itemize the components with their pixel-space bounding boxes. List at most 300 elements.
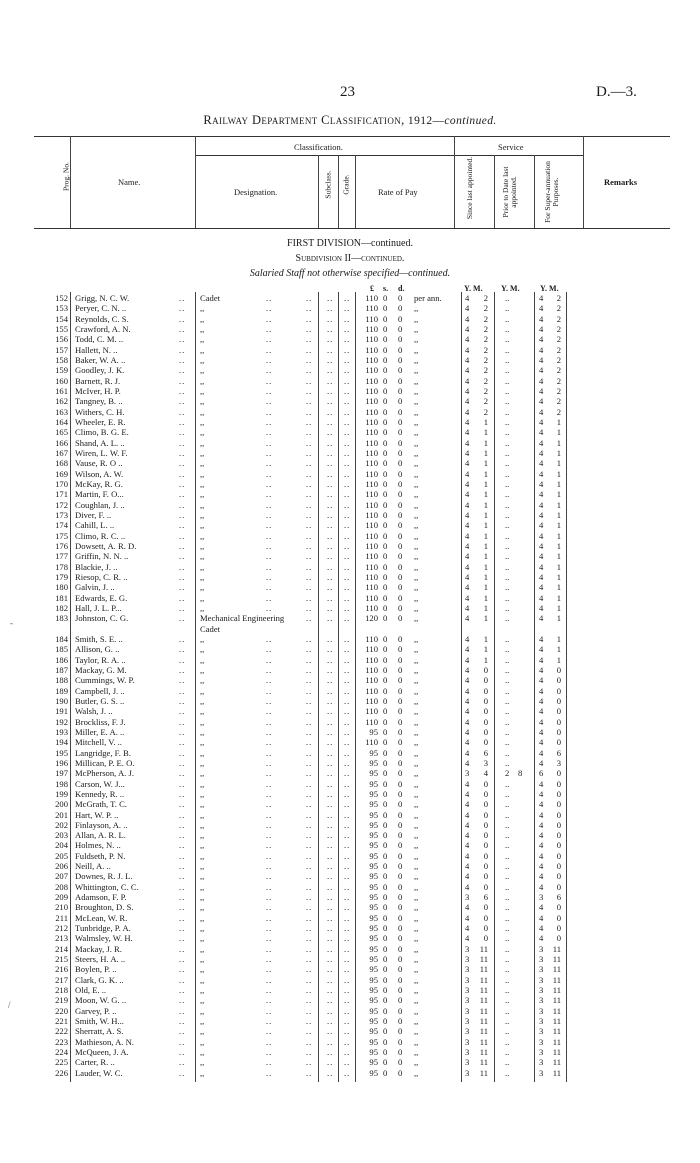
leader-dots: ..: [179, 892, 186, 903]
leader-dots: ..: [179, 871, 186, 882]
row-prior-years: ..: [505, 489, 510, 500]
row-prior-years: ..: [505, 468, 510, 479]
row-designation: ,,: [200, 788, 205, 799]
row-period: ,,: [414, 1005, 419, 1016]
row-pence: 0: [398, 995, 403, 1006]
row-pence: 0: [398, 344, 403, 355]
row-period: ,,: [414, 458, 419, 469]
row-since-years: 4: [465, 778, 470, 789]
leader-dots: ..: [327, 964, 334, 975]
row-shillings: 0: [383, 830, 388, 841]
leader-dots: ..: [179, 644, 186, 655]
leader-dots: ..: [266, 571, 273, 582]
table-row: [0, 789, 700, 799]
row-super-years: 4: [539, 664, 544, 675]
row-since-months: 11: [479, 964, 488, 975]
row-shillings: 0: [383, 995, 388, 1006]
row-super-years: 4: [539, 303, 544, 314]
row-number: 165: [55, 427, 68, 438]
row-pounds: 110: [365, 675, 378, 686]
leader-dots: ..: [344, 437, 351, 448]
row-since-months: 0: [483, 881, 488, 892]
row-number: 157: [55, 344, 68, 355]
leader-dots: ..: [344, 1036, 351, 1047]
row-prior-years: ..: [505, 840, 510, 851]
leader-dots: ..: [306, 323, 313, 334]
row-since-months: 0: [483, 933, 488, 944]
leader-dots: ..: [344, 799, 351, 810]
leader-dots: ..: [306, 644, 313, 655]
row-super-years: 4: [539, 520, 544, 531]
row-period: ,,: [414, 664, 419, 675]
row-pence: 0: [398, 499, 403, 510]
row-number: 212: [55, 923, 68, 934]
header-service: Service: [498, 142, 524, 152]
row-since-months: 0: [483, 716, 488, 727]
leader-dots: ..: [306, 654, 313, 665]
leader-dots: ..: [344, 716, 351, 727]
row-name: Carson, W. J...: [75, 778, 125, 789]
row-super-months: 0: [556, 923, 561, 934]
row-super-years: 4: [539, 912, 544, 923]
leader-dots: ..: [306, 861, 313, 872]
row-super-months: 0: [556, 861, 561, 872]
row-since-months: 1: [483, 489, 488, 500]
leader-dots: ..: [327, 695, 334, 706]
row-name: Martin, F. O...: [75, 489, 124, 500]
leader-dots: ..: [179, 799, 186, 810]
row-pence: 0: [398, 644, 403, 655]
row-since-months: 1: [483, 499, 488, 510]
leader-dots: ..: [306, 757, 313, 768]
row-since-years: 4: [465, 840, 470, 851]
leader-dots: ..: [344, 313, 351, 324]
row-shillings: 0: [383, 933, 388, 944]
row-period: ,,: [414, 365, 419, 376]
leader-dots: ..: [327, 1016, 334, 1027]
row-name: Peryer, C. N. ..: [75, 303, 127, 314]
row-since-years: 4: [465, 819, 470, 830]
table-row: [0, 293, 700, 303]
row-super-months: 1: [556, 520, 561, 531]
table-row: [0, 396, 700, 406]
leader-dots: ..: [306, 385, 313, 396]
header-grade: Grade.: [341, 174, 351, 195]
leader-dots: ..: [327, 313, 334, 324]
row-shillings: 0: [383, 416, 388, 427]
row-shillings: 0: [383, 323, 388, 334]
table-row: [0, 944, 700, 954]
row-designation: ,,: [200, 478, 205, 489]
table-row: [0, 665, 700, 675]
row-super-years: 4: [539, 406, 544, 417]
row-super-years: 4: [539, 396, 544, 407]
row-name: Johnston, C. G.: [75, 613, 129, 624]
leader-dots: ..: [306, 799, 313, 810]
leader-dots: ..: [179, 933, 186, 944]
row-since-months: 0: [483, 861, 488, 872]
leader-dots: ..: [327, 561, 334, 572]
row-period: ,,: [414, 323, 419, 334]
leader-dots: ..: [306, 737, 313, 748]
row-super-months: 0: [556, 912, 561, 923]
header-prior-to-date: Prior to Date last appointed.: [501, 166, 518, 218]
row-shillings: 0: [383, 675, 388, 686]
row-super-years: 3: [539, 1026, 544, 1037]
leader-dots: ..: [306, 344, 313, 355]
row-designation: ,,: [200, 571, 205, 582]
row-pence: 0: [398, 675, 403, 686]
table-row: [0, 913, 700, 923]
row-pence: 0: [398, 561, 403, 572]
row-super-months: 0: [556, 881, 561, 892]
row-since-months: 11: [479, 974, 488, 985]
row-pounds: 110: [365, 644, 378, 655]
row-period: ,,: [414, 943, 419, 954]
row-number: 169: [55, 468, 68, 479]
row-pence: 0: [398, 458, 403, 469]
row-since-years: 4: [465, 871, 470, 882]
leader-dots: ..: [266, 954, 273, 965]
leader-dots: ..: [266, 499, 273, 510]
leader-dots: ..: [306, 1036, 313, 1047]
row-shillings: 0: [383, 974, 388, 985]
table-row: [0, 964, 700, 974]
row-since-months: 1: [483, 654, 488, 665]
leader-dots: ..: [179, 716, 186, 727]
row-since-months: 2: [483, 385, 488, 396]
row-designation: Mechanical Engineering: [200, 613, 285, 624]
row-pounds: 95: [369, 1036, 378, 1047]
leader-dots: ..: [266, 1067, 273, 1078]
row-designation: ,,: [200, 664, 205, 675]
row-since-months: 1: [483, 530, 488, 541]
leader-dots: ..: [344, 933, 351, 944]
leader-dots: ..: [327, 685, 334, 696]
leader-dots: ..: [327, 582, 334, 593]
row-prior-years: ..: [505, 871, 510, 882]
row-pounds: 95: [369, 943, 378, 954]
row-since-years: 4: [465, 509, 470, 520]
row-super-months: 2: [556, 354, 561, 365]
table-row: [0, 1016, 700, 1026]
row-pence: 0: [398, 985, 403, 996]
row-since-months: 0: [483, 830, 488, 841]
row-shillings: 0: [383, 406, 388, 417]
leader-dots: ..: [266, 737, 273, 748]
row-shillings: 0: [383, 809, 388, 820]
leader-dots: ..: [306, 1026, 313, 1037]
leader-dots: ..: [179, 385, 186, 396]
row-designation: ,,: [200, 644, 205, 655]
row-pounds: 110: [365, 520, 378, 531]
row-name: Edwards, E. G.: [75, 592, 128, 603]
row-super-months: 0: [556, 902, 561, 913]
row-number: 154: [55, 313, 68, 324]
row-shillings: 0: [383, 819, 388, 830]
row-super-years: 4: [539, 323, 544, 334]
row-shillings: 0: [383, 881, 388, 892]
row-pence: 0: [398, 447, 403, 458]
row-designation: ,,: [200, 933, 205, 944]
row-since-months: 2: [483, 406, 488, 417]
row-name: Langridge, F. B.: [75, 747, 131, 758]
row-prior-years: ..: [505, 509, 510, 520]
row-shillings: 0: [383, 571, 388, 582]
row-pounds: 110: [365, 685, 378, 696]
row-period: ,,: [414, 427, 419, 438]
row-since-years: 4: [465, 571, 470, 582]
row-prior-years: ..: [505, 406, 510, 417]
row-name: Steers, H. A. ..: [75, 954, 126, 965]
row-name: McGrath, T. C.: [75, 799, 127, 810]
row-name: Tunbridge, P. A.: [75, 923, 131, 934]
table-row: [0, 655, 700, 665]
leader-dots: ..: [179, 323, 186, 334]
row-super-years: 3: [539, 1057, 544, 1068]
leader-dots: ..: [306, 551, 313, 562]
row-name: Climo, R. C. ..: [75, 530, 126, 541]
row-super-months: 11: [552, 943, 561, 954]
row-number: 204: [55, 840, 68, 851]
leader-dots: ..: [179, 685, 186, 696]
row-period: ,,: [414, 819, 419, 830]
leader-dots: ..: [327, 788, 334, 799]
row-pounds: 110: [365, 375, 378, 386]
row-super-years: 4: [539, 293, 544, 303]
row-number: 217: [55, 974, 68, 985]
row-name: Moon, W. G. ..: [75, 995, 127, 1006]
leader-dots: ..: [327, 706, 334, 717]
table-row: [0, 902, 700, 912]
leader-dots: ..: [266, 768, 273, 779]
leader-dots: ..: [327, 954, 334, 965]
leader-dots: ..: [327, 437, 334, 448]
row-since-years: 4: [465, 861, 470, 872]
leader-dots: ..: [306, 540, 313, 551]
row-number: 218: [55, 985, 68, 996]
leader-dots: ..: [179, 675, 186, 686]
row-period: ,,: [414, 861, 419, 872]
row-period: ,,: [414, 592, 419, 603]
leader-dots: ..: [327, 871, 334, 882]
table-row: [0, 562, 700, 572]
row-number: 163: [55, 406, 68, 417]
leader-dots: ..: [179, 561, 186, 572]
leader-dots: ..: [179, 809, 186, 820]
row-period: ,,: [414, 416, 419, 427]
row-pence: 0: [398, 840, 403, 851]
leader-dots: ..: [179, 540, 186, 551]
row-prior-years: ..: [505, 530, 510, 541]
margin-mark: -: [10, 618, 13, 628]
row-designation: ,,: [200, 1036, 205, 1047]
leader-dots: ..: [327, 726, 334, 737]
row-since-months: 11: [479, 1047, 488, 1058]
row-name: Vause, R. O ..: [75, 458, 123, 469]
row-super-months: 0: [556, 768, 561, 779]
leader-dots: ..: [306, 406, 313, 417]
row-shillings: 0: [383, 799, 388, 810]
row-pounds: 95: [369, 747, 378, 758]
row-pence: 0: [398, 354, 403, 365]
row-super-months: 11: [552, 1005, 561, 1016]
row-super-months: 0: [556, 778, 561, 789]
leader-dots: ..: [266, 881, 273, 892]
row-super-years: 4: [539, 644, 544, 655]
row-super-years: 4: [539, 923, 544, 934]
row-prior-years: ..: [505, 757, 510, 768]
row-name: Boylen, P. ..: [75, 964, 117, 975]
row-designation: ,,: [200, 985, 205, 996]
leader-dots: ..: [306, 943, 313, 954]
table-top-rule: [34, 136, 670, 137]
row-shillings: 0: [383, 303, 388, 314]
row-pence: 0: [398, 375, 403, 386]
row-number: 176: [55, 540, 68, 551]
row-pence: 0: [398, 509, 403, 520]
row-pence: 0: [398, 1016, 403, 1027]
leader-dots: ..: [266, 695, 273, 706]
leader-dots: ..: [327, 1036, 334, 1047]
row-number: 196: [55, 757, 68, 768]
leader-dots: ..: [179, 974, 186, 985]
row-since-months: 2: [483, 354, 488, 365]
row-shillings: 0: [383, 375, 388, 386]
row-pence: 0: [398, 716, 403, 727]
row-number: 197: [55, 768, 68, 779]
row-since-months: 1: [483, 540, 488, 551]
row-super-years: 4: [539, 747, 544, 758]
row-prior-years: ..: [505, 695, 510, 706]
row-pence: 0: [398, 706, 403, 717]
row-pence: 0: [398, 747, 403, 758]
leader-dots: ..: [344, 344, 351, 355]
row-pence: 0: [398, 809, 403, 820]
row-super-years: 4: [539, 633, 544, 644]
row-since-months: 0: [483, 840, 488, 851]
row-number: 183: [55, 613, 68, 624]
row-period: ,,: [414, 830, 419, 841]
row-designation: ,,: [200, 509, 205, 520]
row-designation: ,,: [200, 1047, 205, 1058]
row-number: 191: [55, 706, 68, 717]
leader-dots: ..: [327, 468, 334, 479]
row-designation: ,,: [200, 354, 205, 365]
row-pounds: 110: [365, 737, 378, 748]
leader-dots: ..: [344, 685, 351, 696]
row-name: Crawford, A. N.: [75, 323, 131, 334]
leader-dots: ..: [179, 1047, 186, 1058]
leader-dots: ..: [179, 654, 186, 665]
row-since-months: 3: [483, 757, 488, 768]
row-period: ,,: [414, 1067, 419, 1078]
row-since-months: 2: [483, 323, 488, 334]
row-name: Dowsett, A. R. D.: [75, 540, 137, 551]
row-designation: ,,: [200, 1067, 205, 1078]
row-pounds: 110: [365, 509, 378, 520]
table-row: [0, 572, 700, 582]
row-pounds: 95: [369, 830, 378, 841]
row-prior-years: ..: [505, 561, 510, 572]
header-rate-of-pay: Rate of Pay: [378, 187, 418, 197]
row-since-years: 4: [465, 303, 470, 314]
row-period: ,,: [414, 334, 419, 345]
table-row: [0, 686, 700, 696]
row-prior-years: ..: [505, 1047, 510, 1058]
row-number: 172: [55, 499, 68, 510]
leader-dots: ..: [344, 871, 351, 882]
row-period: ,,: [414, 974, 419, 985]
row-shillings: 0: [383, 396, 388, 407]
row-prior-years: ..: [505, 416, 510, 427]
leader-dots: ..: [179, 478, 186, 489]
leader-dots: ..: [306, 1057, 313, 1068]
row-name: Carter, R. ..: [75, 1057, 115, 1068]
row-name: Galvin, J. ..: [75, 582, 115, 593]
row-since-months: 1: [483, 582, 488, 593]
row-number: 153: [55, 303, 68, 314]
leader-dots: ..: [327, 943, 334, 954]
table-row: [0, 541, 700, 551]
row-pence: 0: [398, 530, 403, 541]
row-since-years: 3: [465, 1047, 470, 1058]
leader-dots: ..: [266, 1026, 273, 1037]
leader-dots: ..: [327, 602, 334, 613]
row-prior-years: ..: [505, 778, 510, 789]
row-since-years: 4: [465, 737, 470, 748]
row-since-years: 4: [465, 293, 470, 303]
header-for-superannuation: For Super-annuation Purposes.: [543, 161, 560, 223]
row-since-years: 4: [465, 716, 470, 727]
row-pence: 0: [398, 1036, 403, 1047]
leader-dots: ..: [179, 861, 186, 872]
row-super-years: 4: [539, 313, 544, 324]
row-since-months: 1: [483, 571, 488, 582]
table-row: [0, 355, 700, 365]
row-super-years: 4: [539, 334, 544, 345]
row-super-months: 2: [556, 406, 561, 417]
leader-dots: ..: [344, 416, 351, 427]
leader-dots: ..: [306, 716, 313, 727]
row-pence: 0: [398, 964, 403, 975]
row-pence: 0: [398, 954, 403, 965]
row-super-months: 0: [556, 675, 561, 686]
leader-dots: ..: [344, 840, 351, 851]
row-period: ,,: [414, 561, 419, 572]
row-prior-years: ..: [505, 809, 510, 820]
row-super-months: 11: [552, 1057, 561, 1068]
row-shillings: 0: [383, 1016, 388, 1027]
leader-dots: ..: [327, 892, 334, 903]
leader-dots: ..: [306, 747, 313, 758]
leader-dots: ..: [327, 1047, 334, 1058]
row-number: 220: [55, 1005, 68, 1016]
leader-dots: ..: [179, 954, 186, 965]
row-super-months: 2: [556, 323, 561, 334]
row-designation: ,,: [200, 809, 205, 820]
row-prior-years: ..: [505, 592, 510, 603]
row-pence: 0: [398, 633, 403, 644]
header-subclass: Subclass.: [323, 170, 333, 199]
row-name: Blackie, J. ..: [75, 561, 118, 572]
row-super-years: 3: [539, 943, 544, 954]
leader-dots: ..: [266, 375, 273, 386]
row-period: ,,: [414, 644, 419, 655]
row-prior-years: ..: [505, 551, 510, 562]
row-super-months: 0: [556, 830, 561, 841]
row-shillings: 0: [383, 1036, 388, 1047]
